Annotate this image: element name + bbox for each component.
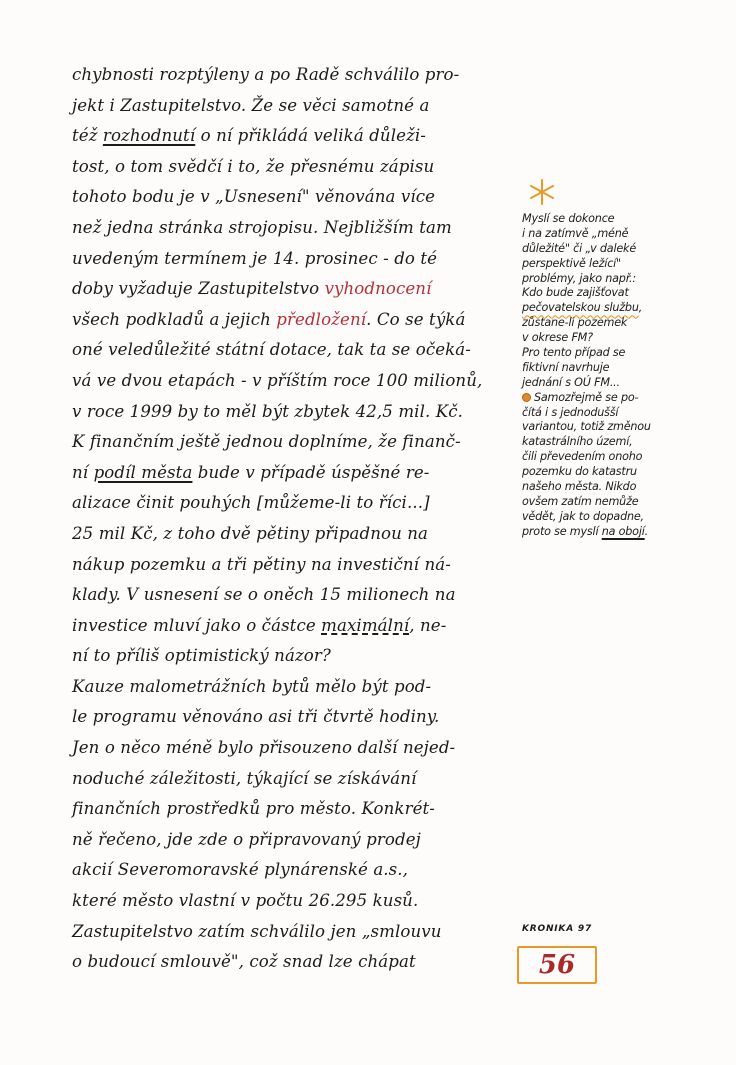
asterisk-icon xyxy=(528,178,556,206)
bullet-dot-icon xyxy=(522,393,531,402)
note-line: důležité" či „v daleké xyxy=(522,241,637,255)
text-line: chybnosti rozptýleny a po Radě schválilo pro- xyxy=(72,65,460,84)
note-line: proto se myslí na obojí. xyxy=(522,524,649,538)
text-line: klady. V usnesení se o oněch 15 milionech na xyxy=(72,585,456,605)
text-line: ně řečeno, jde zde o připravovaný prodej xyxy=(72,829,421,849)
note-line: čili převedením onoho xyxy=(522,450,643,464)
note-line: Samozřejmě se po- xyxy=(522,391,722,406)
text-line: Jen o něco méně bylo přisouzeno další nejed- xyxy=(72,738,456,758)
text-line: 25 mil Kč, z toho dvě pětiny připadnou na xyxy=(72,523,429,543)
note-line: perspektivě ležící" xyxy=(522,256,622,270)
note-line: problémy, jako např.: xyxy=(522,271,636,285)
text-line: tohoto bodu je v „Usnesení" věnována více xyxy=(72,187,436,207)
note-line: fiktivní navrhuje xyxy=(522,360,610,374)
note-line: čítá i s jednodušší xyxy=(522,405,619,419)
margin-note xyxy=(522,212,722,540)
emphasis: na obojí xyxy=(601,524,645,538)
text-line: noduché záležitosti, týkající se získávání xyxy=(72,768,417,788)
text-line: uvedeným termínem je 14. prosinec - do té xyxy=(72,248,438,268)
note-line: katastrálního území, xyxy=(522,435,633,449)
text-line: investice mluví jako o částce maximální, ne- xyxy=(72,615,447,635)
text-line: tost, o tom svědčí i to, že přesnému zápisu xyxy=(72,156,435,176)
note-line: variantou, totiž změnou xyxy=(522,420,651,434)
page-number: 56 xyxy=(538,950,576,980)
text-line: doby vyžaduje Zastupitelstvo vyhodnocení xyxy=(72,279,432,299)
text-line: alizace činit pouhých [můžeme-li to říci...] xyxy=(72,493,430,513)
emphasis: pečovatelskou službu xyxy=(522,301,639,315)
note-line: v okrese FM? xyxy=(522,331,593,345)
text-line: které město vlastní v počtu 26.295 kusů. xyxy=(72,891,419,911)
emphasis: podíl města xyxy=(93,462,193,482)
text-line: jekt i Zastupitelstvo. Že se věci samotné a xyxy=(72,95,430,115)
text-line: všech podkladů a jejich předložení. Co se týká xyxy=(72,309,466,329)
emphasis: vyhodnocení xyxy=(324,279,432,299)
note-line: jednání s OÚ FM... xyxy=(522,375,620,389)
text-line: Zastupitelstvo zatím schválilo jen „smlouvu xyxy=(72,921,442,941)
text-line: nákup pozemku a tři pětiny na investiční ná- xyxy=(72,554,451,574)
note-line: našeho města. Nikdo xyxy=(522,480,637,494)
text-line: K finančním ještě jednou doplníme, že finanč- xyxy=(72,432,461,452)
note-line: Kdo bude zajišťovat xyxy=(522,286,629,300)
emphasis: předložení xyxy=(276,309,367,329)
chronicle-label: KRONIKA 97 xyxy=(522,924,593,934)
text-line: akcií Severomoravské plynárenské a.s., xyxy=(72,860,409,880)
text-line: vá ve dvou etapách - v příštím roce 100 milionů, xyxy=(72,370,483,390)
note-line: i na zatímvě „méně xyxy=(522,226,629,240)
note-line: pozemku do katastru xyxy=(522,465,637,479)
emphasis: rozhodnutí xyxy=(102,126,196,146)
text-line: než jedna stránka strojopisu. Nejbližším tam xyxy=(72,217,452,237)
text-line: Kauze malometrážních bytů mělo být pod- xyxy=(72,676,432,696)
main-text-block xyxy=(72,60,512,978)
note-line: vědět, jak to dopadne, xyxy=(522,509,644,523)
emphasis: maximální xyxy=(321,615,410,635)
text-line: též rozhodnutí o ní přikládá veliká důleži- xyxy=(72,126,426,146)
note-line: Myslí se dokonce xyxy=(522,212,615,225)
note-line: pečovatelskou službu, xyxy=(522,301,643,315)
page-number-box xyxy=(517,946,597,984)
note-line: Pro tento případ se xyxy=(522,346,626,360)
note-line: ovšem zatím nemůže xyxy=(522,494,639,508)
text-line: o budoucí smlouvě", což snad lze chápat xyxy=(72,952,416,972)
text-line: v roce 1999 by to měl být zbytek 42,5 mil. Kč. xyxy=(72,401,463,421)
note-line: zůstane-li pozemek xyxy=(522,316,628,330)
text-line: ní to příliš optimistický názor? xyxy=(72,646,331,666)
text-line: ní podíl města bude v případě úspěšné re- xyxy=(72,462,430,482)
text-line: le programu věnováno asi tři čtvrtě hodiny. xyxy=(72,707,440,727)
text-line: oné veledůležité státní dotace, tak ta se očeká- xyxy=(72,340,471,360)
text-line: finančních prostředků pro město. Konkrét- xyxy=(72,799,435,819)
